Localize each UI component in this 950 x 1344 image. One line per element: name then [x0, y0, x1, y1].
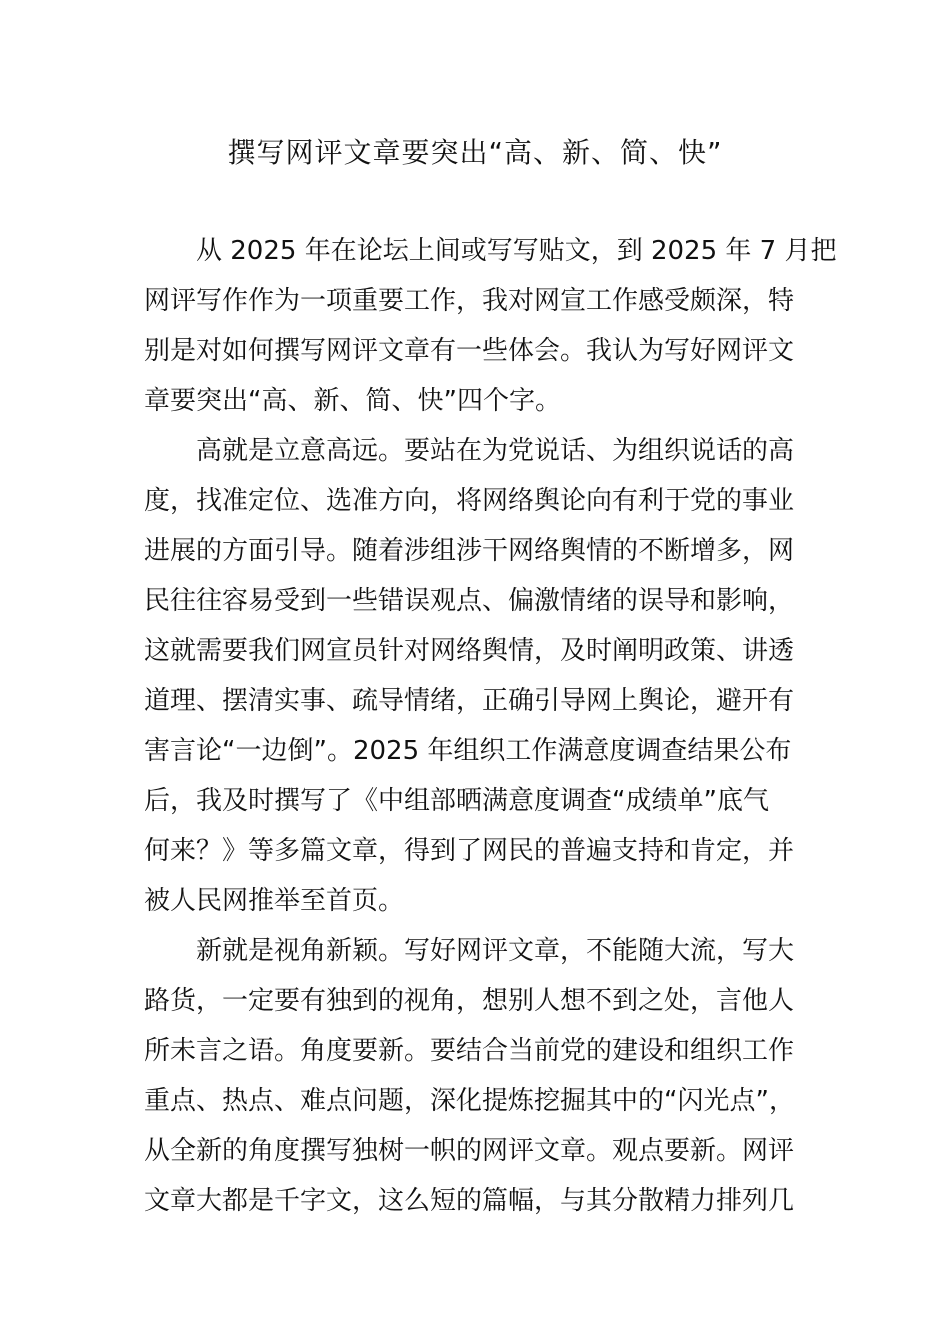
text-line: 新就是视角新颖。写好网评文章，不能随大流，写大 [196, 936, 795, 966]
text-line: 从全新的角度撰写独树一帜的网评文章。观点要新。网评 [144, 1136, 795, 1166]
document-body [144, 226, 837, 1226]
text-line: 民往往容易受到一些错误观点、偏激情绪的误导和影响， [144, 586, 795, 616]
text-line: 重点、热点、难点问题，深化提炼挖掘其中的“闪光点”， [144, 1086, 795, 1116]
document-title: 撰写网评文章要突出“高、新、简、快” [227, 136, 723, 169]
text-line: 路货，一定要有独到的视角，想别人想不到之处，言他人 [144, 986, 795, 1016]
text-line: 害言论“一边倒”。2025 年组织工作满意度调查结果公布 [144, 736, 792, 766]
text-line: 网评写作作为一项重要工作，我对网宣工作感受颇深，特 [144, 286, 795, 316]
text-line: 被人民网推举至首页。 [144, 886, 405, 916]
text-line: 别是对如何撰写网评文章有一些体会。我认为写好网评文 [144, 336, 795, 366]
text-line: 这就需要我们网宣员针对网络舆情，及时阐明政策、讲透 [144, 636, 795, 666]
text-line: 进展的方面引导。随着涉组涉干网络舆情的不断增多，网 [144, 536, 795, 566]
text-line: 文章大都是千字文，这么短的篇幅，与其分散精力排列几 [144, 1186, 795, 1216]
paragraph-1 [144, 226, 837, 426]
text-line: 度，找准定位、选准方向，将网络舆论向有利于党的事业 [144, 486, 795, 516]
paragraph-3 [144, 926, 814, 1226]
text-line: 后，我及时撰写了《中组部晒满意度调查“成绩单”底气 [144, 786, 769, 816]
text-line: 从 2025 年在论坛上间或写写贴文，到 2025 年 7 月把 [196, 236, 837, 266]
text-line: 章要突出“高、新、简、快”四个字。 [144, 386, 561, 416]
text-line: 高就是立意高远。要站在为党说话、为组织说话的高 [196, 436, 795, 466]
text-line: 所未言之语。角度要新。要结合当前党的建设和组织工作 [144, 1036, 795, 1066]
paragraph-2 [144, 426, 814, 926]
text-line: 道理、摆清实事、疏导情绪，正确引导网上舆论，避开有 [144, 686, 795, 716]
text-line: 何来？》等多篇文章，得到了网民的普遍支持和肯定，并 [144, 836, 795, 866]
